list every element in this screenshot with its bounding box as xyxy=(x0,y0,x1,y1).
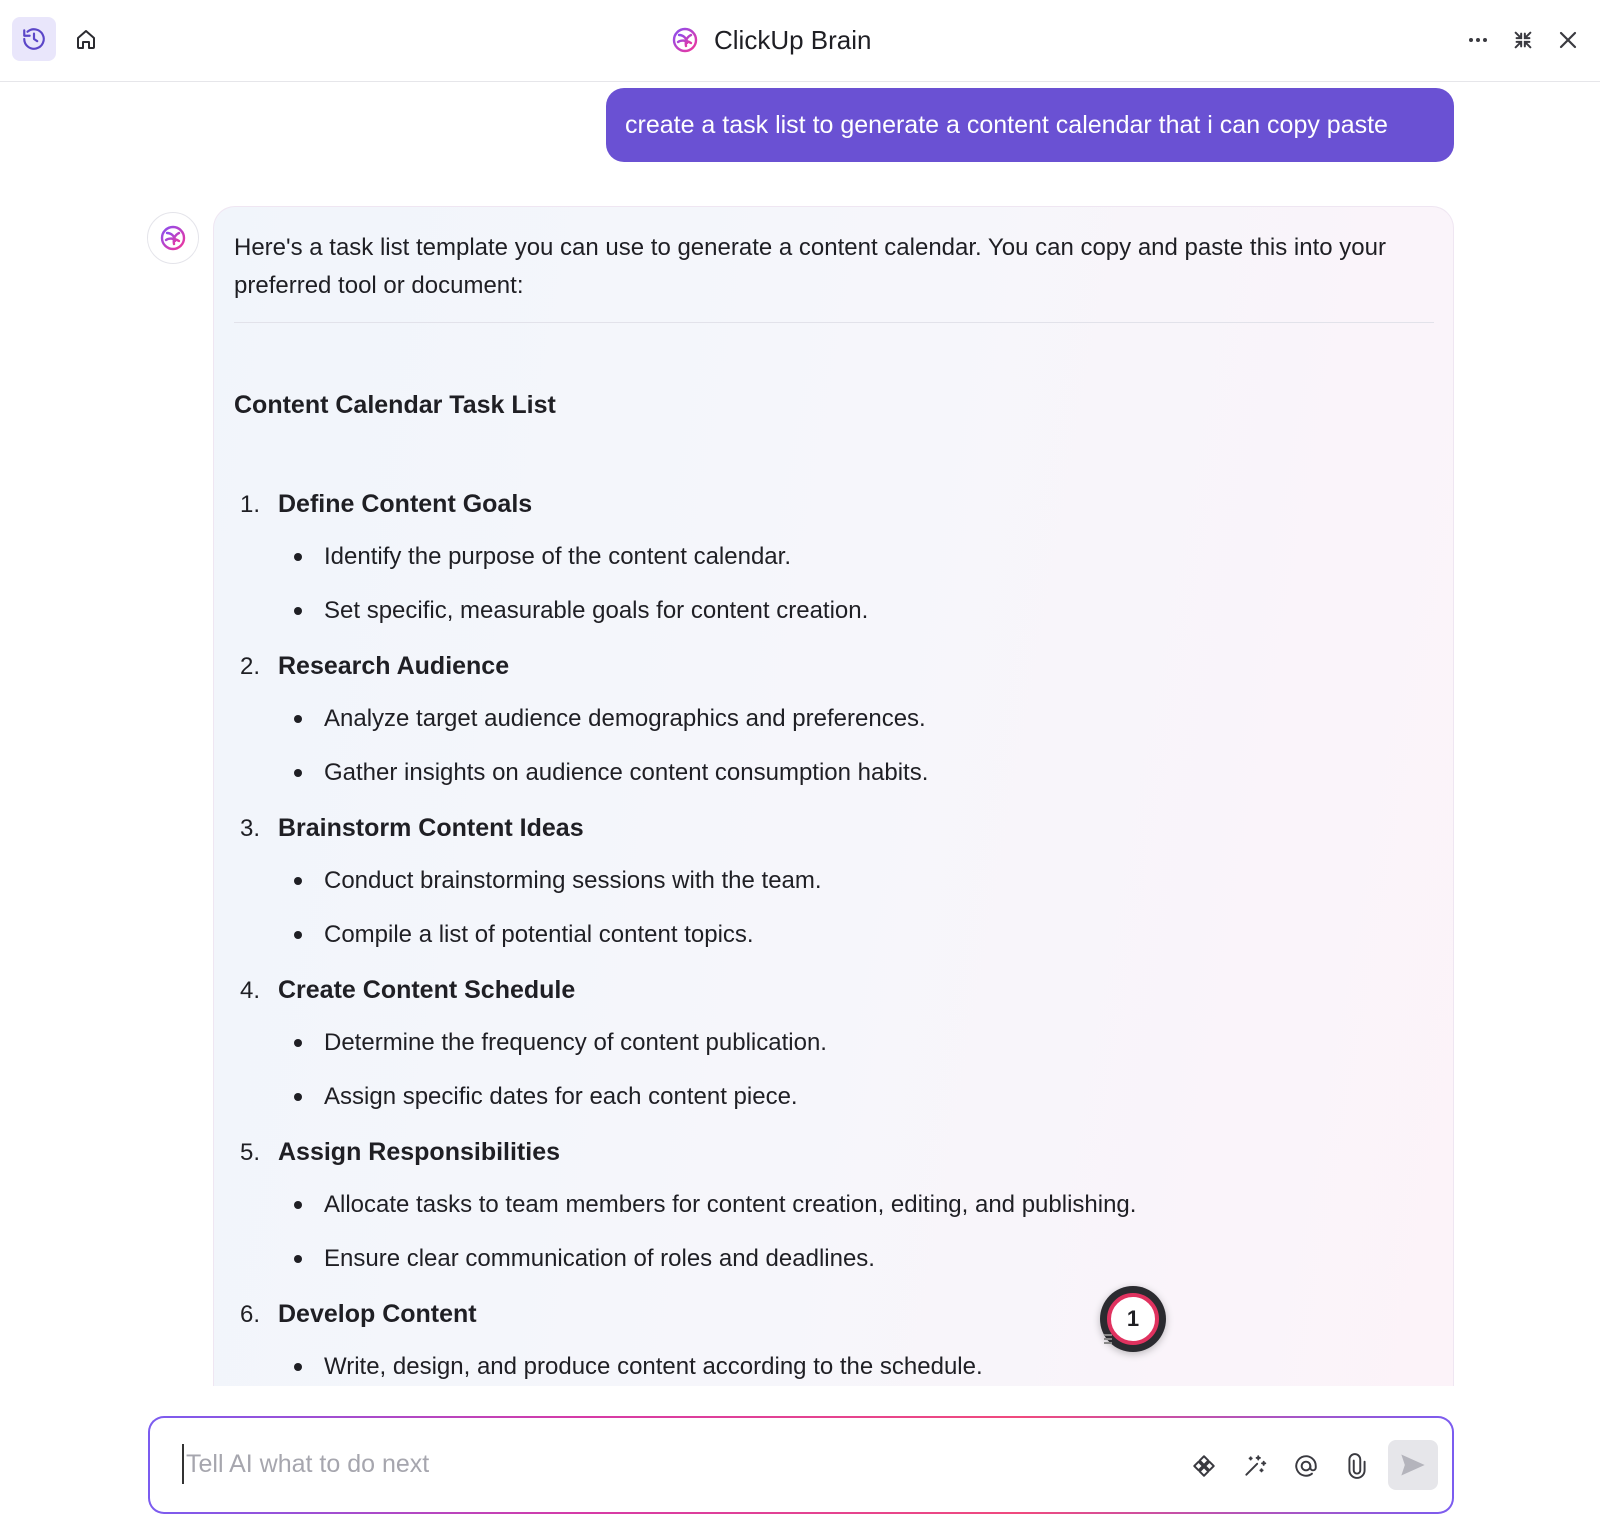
send-icon xyxy=(1399,1451,1427,1479)
bullet-text: Set specific, measurable goals for content creation. xyxy=(324,597,869,624)
bullet-dot xyxy=(294,1093,302,1101)
ai-prompt-input[interactable] xyxy=(182,1444,1082,1484)
task-bullet xyxy=(234,530,1434,584)
task-bullet xyxy=(234,854,1434,908)
more-icon xyxy=(1466,28,1490,52)
mention-button[interactable] xyxy=(1286,1446,1326,1486)
attach-button[interactable] xyxy=(1337,1446,1377,1486)
task-title: Assign Responsibilities xyxy=(278,1138,561,1166)
more-options-button[interactable] xyxy=(1458,20,1498,60)
task-bullet xyxy=(234,746,1434,800)
task-bullet xyxy=(234,1178,1434,1232)
magic-icon xyxy=(1242,1453,1268,1479)
task-number: 3. xyxy=(240,815,261,842)
bullet-text: Determine the frequency of content publication. xyxy=(324,1029,827,1056)
task-number: 6. xyxy=(240,1301,261,1328)
task-bullet xyxy=(234,584,1434,638)
bullet-text: Assign specific dates for each content piece. xyxy=(324,1083,798,1110)
task-list-title: Content Calendar Task List xyxy=(234,391,556,419)
bullet-dot xyxy=(294,715,302,723)
home-icon xyxy=(74,27,98,51)
bullet-dot xyxy=(294,1039,302,1047)
bullet-text: Identify the purpose of the content calendar. xyxy=(324,543,791,570)
bullet-text: Allocate tasks to team members for content creation, editing, and publishing. xyxy=(324,1191,1137,1218)
bullet-text: Analyze target audience demographics and preferences. xyxy=(324,705,926,732)
bullet-dot xyxy=(294,1201,302,1209)
task-item xyxy=(234,490,1434,638)
bullet-dot xyxy=(294,1363,302,1371)
bullet-dot xyxy=(294,607,302,615)
bullet-text: Ensure clear communication of roles and deadlines. xyxy=(324,1245,875,1272)
task-number: 5. xyxy=(240,1139,261,1166)
bullet-dot xyxy=(294,1255,302,1263)
task-title: Develop Content xyxy=(278,1300,477,1328)
history-button[interactable] xyxy=(12,17,56,61)
integrations-icon xyxy=(1191,1453,1217,1479)
ai-response-card xyxy=(213,206,1454,1386)
send-button[interactable] xyxy=(1388,1440,1438,1490)
task-number: 2. xyxy=(240,653,261,680)
collapse-icon xyxy=(1512,29,1534,51)
attach-icon xyxy=(1344,1453,1370,1479)
task-item xyxy=(234,1138,1434,1286)
page-title: ClickUp Brain xyxy=(714,24,872,55)
ai-intro-text: Here's a task list template you can use to generate a content calendar. You can copy and paste this into your preferred tool or document: xyxy=(234,234,1386,299)
task-item xyxy=(234,814,1434,962)
task-bullet xyxy=(234,908,1434,962)
task-number: 4. xyxy=(240,977,261,1004)
task-title: Brainstorm Content Ideas xyxy=(278,814,584,842)
bullet-text: Conduct brainstorming sessions with the team. xyxy=(324,867,822,894)
task-bullet xyxy=(234,1232,1434,1286)
task-item xyxy=(234,652,1434,800)
home-button[interactable] xyxy=(64,17,108,61)
bullet-dot xyxy=(294,931,302,939)
ai-avatar xyxy=(147,212,199,264)
bullet-dot xyxy=(294,769,302,777)
close-button[interactable] xyxy=(1548,20,1588,60)
brain-avatar-icon xyxy=(158,223,188,253)
header-bar xyxy=(0,0,1600,82)
header-title-group xyxy=(670,22,872,58)
task-item xyxy=(234,976,1434,1124)
user-message-bubble: create a task list to generate a content calendar that i can copy paste xyxy=(606,88,1454,162)
chat-input-box xyxy=(148,1416,1454,1514)
task-bullet xyxy=(234,1016,1434,1070)
task-title: Define Content Goals xyxy=(278,490,533,518)
notification-badge[interactable] xyxy=(1100,1286,1166,1352)
task-title: Research Audience xyxy=(278,652,510,680)
task-number: 1. xyxy=(240,491,261,518)
close-icon xyxy=(1556,28,1580,52)
ai-magic-button[interactable] xyxy=(1235,1446,1275,1486)
task-bullet xyxy=(234,1340,1434,1386)
bullet-text: Gather insights on audience content consumption habits. xyxy=(324,759,929,786)
bullet-dot xyxy=(294,877,302,885)
divider xyxy=(234,322,1434,323)
bullet-text: Compile a list of potential content topics. xyxy=(324,921,754,948)
integrations-button[interactable] xyxy=(1184,1446,1224,1486)
task-bullet xyxy=(234,1070,1434,1124)
mention-icon xyxy=(1293,1453,1319,1479)
task-bullet xyxy=(234,692,1434,746)
history-icon xyxy=(21,26,47,52)
bullet-text: Write, design, and produce content according to the schedule. xyxy=(324,1353,983,1380)
collapse-button[interactable] xyxy=(1503,20,1543,60)
brain-logo-icon xyxy=(670,25,700,55)
task-title: Create Content Schedule xyxy=(278,976,576,1004)
bullet-dot xyxy=(294,553,302,561)
task-item xyxy=(234,1300,1434,1386)
badge-count: 1 xyxy=(1126,1306,1140,1331)
drag-handle-icon[interactable] xyxy=(1104,1334,1112,1346)
